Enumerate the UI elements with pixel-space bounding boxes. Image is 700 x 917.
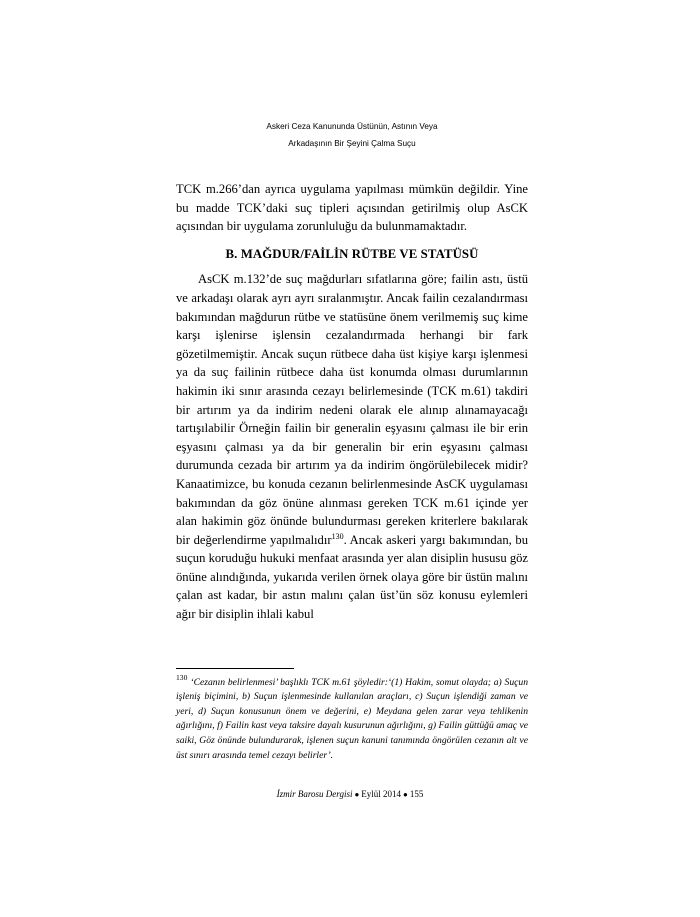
footer-separator-1: ● <box>354 790 360 799</box>
running-head-line-2: Arkadaşının Bir Şeyini Çalma Suçu <box>288 139 416 148</box>
footnote-number: 130 <box>176 673 188 683</box>
paragraph-main-part1: AsCK m.132’de suç mağdurları sıfatlarına göre; failin astı, üstü ve arkadaşı olarak ayrı ayrı sıralanmıştır. Ancak failin cezalandırması bakımından mağdurun rütbe ve statüsüne önem verilmemiş suç kime karşı işlenirse işlensin cezalandırmada herhangi bir fark gözetilmemiştir. Ancak suçun rütbece daha üst kişiye karşı işlenmesi ya da suç failinin rütbece daha üst konumda olması durumlarının hakimin iki sınır arasında cezayı belirlemesinde (TCK m.61) takdiri bir artırım ya da indirim nedeni olarak ele alınıp alınamayacağı tartışılabilir Örneğin failin bir generalin eşyasını çalması ile bir erin eşyasını çalması ya da bir generalin bir erin eşyasını çalması durumunda cezada bir artırım ya da indirim öngörülebilecek midir? Kanaatimizce, bu konuda cezanın belirlenmesinde AsCK uygulaması bakımından da göz önüne alınması gereken TCK m.61 içinde yer alan hakimin göz önünde bulundurması gereken kriterlere bakılarak bir değerlendirme yapılmalıdır <box>176 272 528 547</box>
footer-page-number: 155 <box>409 789 424 799</box>
section-heading: B. MAĞDUR/FAİLİN RÜTBE VE STATÜSÜ <box>225 246 479 261</box>
footer-separator-2: ● <box>403 790 408 799</box>
footnote-130 <box>176 673 528 764</box>
footnote-text: ‘Cezanın belirlenmesi’ başlıklı TCK m.61 şöyledir:‘(1) Hakim, somut olayda; a) Suçun işleniş biçimini, b) Suçun işlenmesinde kullanılan araçları, c) Suçun işlendiği zaman ve yeri, d) Suçun konusunun önem ve değerini, e) Meydana gelen zarar veya tehlikenin ağırlığını, f) Failin kast veya taksire dayalı kusurunun ağırlığını, g) Failin güttüğü amaç ve saiki, Göz önünde bulundurarak, işlenen suçun kanuni tanımında öngörülen cezanın alt ve üst sınırı arasında temel cezayı belirler’. <box>176 676 528 761</box>
page-content <box>176 118 528 763</box>
paragraph-intro: TCK m.266’dan ayrıca uygulama yapılması mümkün değildir. Yine bu madde TCK’daki suç tipleri açısından getirilmiş olup AsCK açısından bir uygulama zorunluluğu da bulunmamaktadır. <box>176 182 528 234</box>
running-head-line-1: Askeri Ceza Kanununda Üstünün, Astının Veya <box>266 122 438 131</box>
footer-journal: İzmir Barosu Dergisi <box>276 789 353 799</box>
paragraph-main <box>176 270 528 623</box>
page-footer <box>0 789 700 799</box>
footnote-reference-130[interactable]: 130 <box>331 531 344 541</box>
footnote-separator <box>176 668 294 669</box>
footer-issue: Eylül 2014 <box>361 789 402 799</box>
paragraph-main-part2: . Ancak askeri yargı bakımından, bu suçun koruduğu hukuki menfaat arasında yer alan disiplin hususu göz önüne alındığında, yukarıda verilen örnek olaya göre bir üstün malını çalan ast kadar, bir astın malını çalan üst’ün söz konusu eylemleri ağır bir disiplin ihlali kabul <box>176 532 528 622</box>
running-head <box>176 118 528 152</box>
